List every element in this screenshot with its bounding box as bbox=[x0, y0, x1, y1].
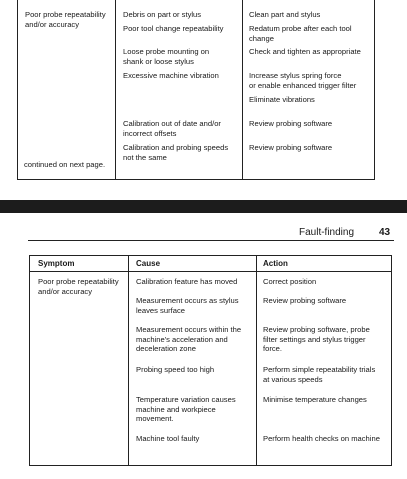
cause-header: Cause bbox=[136, 259, 161, 268]
header-divider bbox=[30, 271, 391, 272]
action-cell: Review probing software bbox=[249, 119, 333, 128]
cause-cell: Temperature variation causes machine and workpiece movement. bbox=[136, 395, 236, 424]
cause-cell: Measurement occurs as stylus leaves surface bbox=[136, 296, 239, 315]
action-cell: Review probing software bbox=[249, 143, 333, 152]
action-cell: Perform simple repeatability trials at various speeds bbox=[263, 365, 376, 384]
page-number: 43 bbox=[379, 227, 391, 238]
action-header: Action bbox=[263, 259, 288, 268]
action-cell: Perform health checks on machine bbox=[263, 434, 380, 443]
action-cell: Check and tighten as appropriate bbox=[249, 47, 361, 56]
action-cell: Review probing software bbox=[263, 296, 347, 305]
continued-note: continued on next page. bbox=[24, 160, 106, 169]
cause-cell: Probing speed too high bbox=[136, 365, 215, 374]
cause-cell: Poor tool change repeatability bbox=[123, 24, 224, 33]
column-divider bbox=[242, 0, 243, 179]
action-cell: Correct position bbox=[263, 277, 317, 286]
page-separator bbox=[0, 200, 407, 213]
top-fault-table bbox=[17, 0, 375, 180]
column-divider bbox=[115, 0, 116, 179]
section-title: Fault-finding bbox=[299, 227, 355, 238]
action-cell: Minimise temperature changes bbox=[263, 395, 367, 404]
action-cell: Clean part and stylus bbox=[249, 10, 321, 19]
cause-cell: Measurement occurs within the machine's acceleration and deceleration zone bbox=[136, 325, 242, 354]
action-cell: Review probing software, probe filter settings and stylus trigger force. bbox=[263, 325, 370, 354]
cause-cell: Calibration out of date and/or incorrect offsets bbox=[123, 119, 221, 138]
symptom-header: Symptom bbox=[38, 259, 75, 268]
bottom-fault-table bbox=[29, 255, 392, 466]
cause-cell: Debris on part or stylus bbox=[123, 10, 202, 19]
header-rule bbox=[28, 240, 394, 241]
symptom-cell: Poor probe repeatability and/or accuracy bbox=[25, 10, 106, 29]
cause-cell: Loose probe mounting on shank or loose stylus bbox=[123, 47, 210, 66]
symptom-cell: Poor probe repeatability and/or accuracy bbox=[38, 277, 119, 296]
column-divider bbox=[128, 256, 129, 465]
action-cell: Increase stylus spring force or enable enhanced trigger filter bbox=[249, 71, 357, 90]
cause-cell: Machine tool faulty bbox=[136, 434, 200, 443]
column-divider bbox=[256, 256, 257, 465]
cause-cell: Excessive machine vibration bbox=[123, 71, 219, 80]
cause-cell: Calibration feature has moved bbox=[136, 277, 238, 286]
action-cell: Eliminate vibrations bbox=[249, 95, 315, 104]
action-cell: Redatum probe after each tool change bbox=[249, 24, 352, 43]
cause-cell: Calibration and probing speeds not the same bbox=[123, 143, 229, 162]
